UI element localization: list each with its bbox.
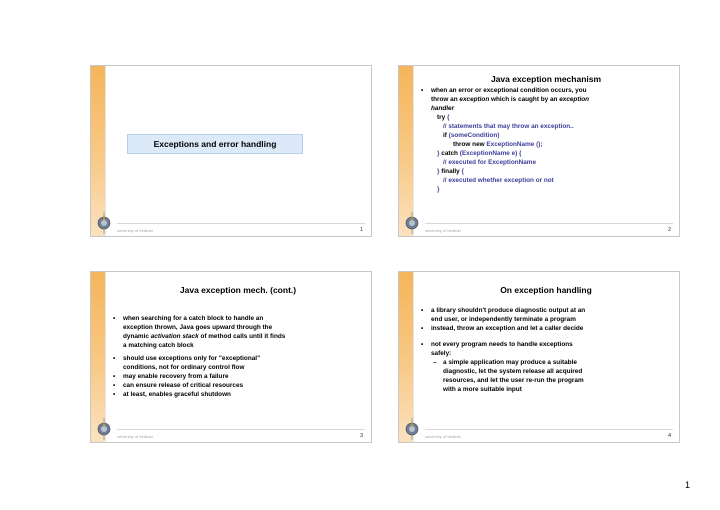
slide-page-number: 4 [667, 433, 671, 439]
bullet-item: • a library shouldn't produce diagnostic output at an end user, or independently terminate a program [421, 306, 675, 324]
bullet-item: • can ensure release of critical resources [113, 381, 367, 390]
slide-2 [398, 65, 680, 237]
slide-accent-strip [91, 272, 105, 442]
slide-body [421, 86, 675, 194]
bullet-item: • not every program needs to handle exceptions safely: [421, 340, 675, 358]
slide-4 [398, 271, 680, 443]
slide-page-number: 1 [359, 227, 363, 233]
slide-title: On exception handling [500, 285, 592, 295]
slide-3 [90, 271, 372, 443]
bullet-item: • at least, enables graceful shutdown [113, 390, 367, 399]
slide-title: Exceptions and error handling [127, 134, 303, 154]
university-seal-icon [402, 212, 422, 234]
slide-page-number: 2 [667, 227, 671, 233]
slide-accent-strip [91, 66, 105, 236]
slide-1 [90, 65, 372, 237]
slide-title: Java exception mech. (cont.) [179, 285, 297, 295]
slide-accent-strip [399, 272, 413, 442]
bullet-item: • when searching for a catch block to handle an exception thrown, Java goes upward through the dynamic activation stack of method calls until it finds a matching catch block [113, 314, 367, 350]
slide-page-number: 3 [359, 433, 363, 439]
university-seal-icon [402, 418, 422, 440]
slide-accent-strip [399, 66, 413, 236]
sub-bullet-item: – a simple application may produce a suitable diagnostic, let the system release all acquired resources, and let the user re-run the program with a more suitable input [421, 358, 675, 394]
university-seal-icon [94, 418, 114, 440]
bullet-item: • may enable recovery from a failure [113, 372, 367, 381]
university-seal-icon [94, 212, 114, 234]
footer-text: university of helsinki [117, 435, 153, 439]
bullet-item: • when an error or exceptional condition occurs, you throw an exception which is caught by an exception handler [421, 86, 675, 113]
slide-title: Java exception mechanism [490, 74, 602, 84]
slide-body [421, 306, 675, 394]
bullet-item: • should use exceptions only for "exceptional" conditions, not for ordinary control flow [113, 354, 367, 372]
code-block: try { // statements that may throw an exception.. if (someCondition) throw new ExceptionName (); } catch (ExceptionName e) { // executed for ExceptionName } finally { // executed whether exception or not } [437, 114, 574, 193]
document-page-number: 1 [684, 480, 690, 490]
footer-text: university of helsinki [117, 229, 153, 233]
slide-body [113, 314, 367, 399]
bullet-item: • instead, throw an exception and let a caller decide [421, 324, 675, 333]
footer-text: university of helsinki [425, 435, 461, 439]
footer-text: university of helsinki [425, 229, 461, 233]
